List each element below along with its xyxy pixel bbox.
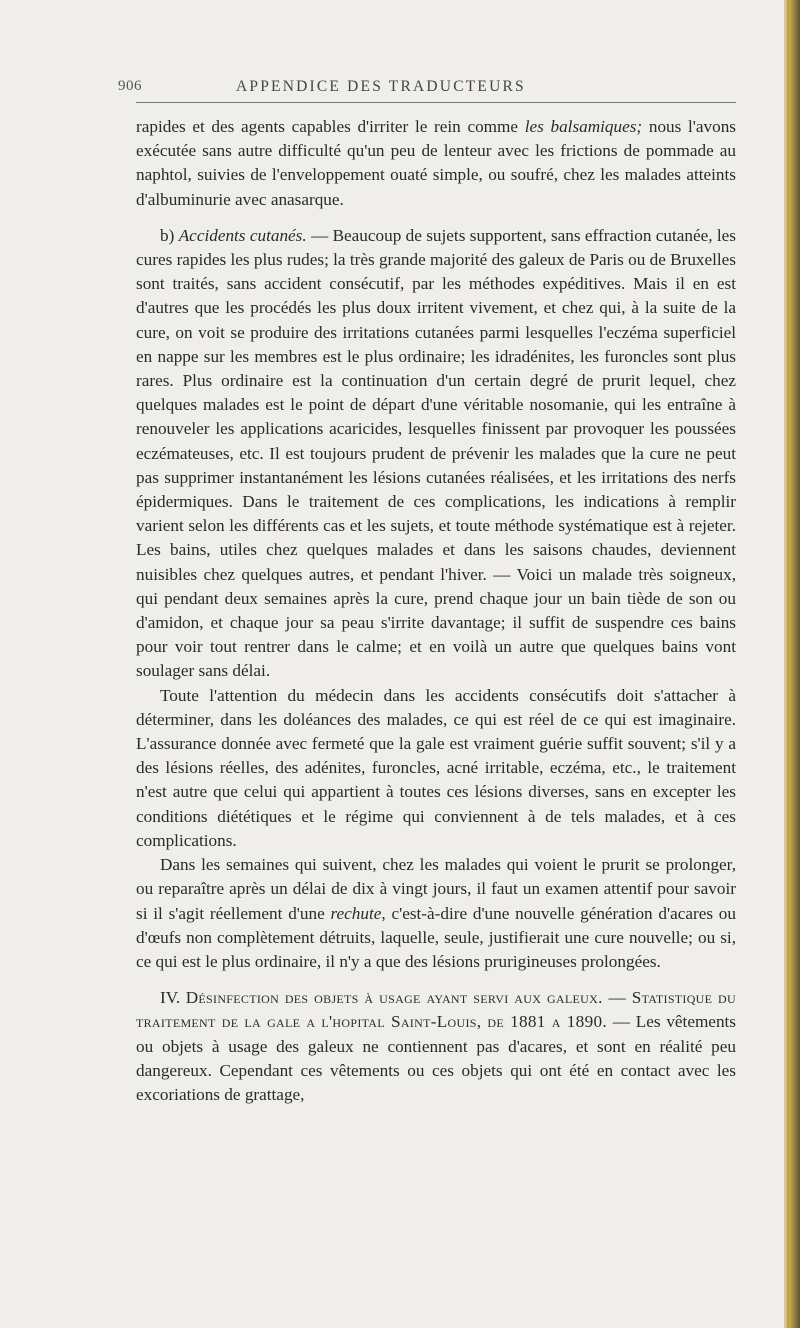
paragraph-2: b) Accidents cutanés. — Beaucoup de sujets supportent, sans effraction cutanée, les cures rapides les plus rudes; la très grande majorité des galeux de Paris ou de Bruxelles sont traités, sans accident consécutif, par les méthodes expéditives. Mais il en est d'autres que les procédés les plus doux irritent vivement, et chez qui, à la suite de la cure, on voit se produire des irritations cutanées parmi lesquelles l'eczéma superficiel en nappe sur les membres est le plus ordinaire; les idradénites, les furoncles sont plus rares. Plus ordinaire est la continuation d'un certain degré de prurit lequel, chez quelques malades est le point de départ d'une véritable nosomanie, qui les entraîne à renouveler les applications acaricides, lesquelles finissent par provoquer les poussées eczémateuses, etc. Il est toujours prudent de prévenir les malades que la cure ne peut pas supprimer instantanément les lésions cutanées réalisées, et les irritations des nerfs épidermiques. Dans le traitement de ces complications, les indications à remplir varient selon les différents cas et les sujets, et toute méthode systématique est à rejeter. Les bains, utiles chez quelques malades et dans les saisons chaudes, deviennent nuisibles chez quelques autres, et pendant l'hiver. — Voici un malade très soigneux, qui pendant deux semaines après la cure, prend chaque jour un bain tiède de son ou d'amidon, et chaque jour sa peau s'irrite davantage; il suffit de suspendre ces bains pour voir tout rentrer dans le calme; et en voilà un autre que quelques bains vont soulager sans délai. — [136, 225, 736, 681]
page-number: 906 — [118, 78, 142, 94]
italic-term: rechute — [330, 903, 382, 923]
section-heading-disinfection: Désinfection des objets à usage ayant servi aux galeux. — Statistique du traitement de la gale a l'hopital Saint-Louis, de 1881 a 1890. — [136, 988, 736, 1032]
running-head — [118, 78, 738, 102]
paragraph-5: IV. Désinfection des objets à usage ayant servi aux galeux. — Statistique du traitement de la gale a l'hopital Saint-Louis, de 1881 a 1890. — Les vêtements ou objets à usage des galeux ne contiennent pas d'acares, et sont en réalité peu dangereux. Cependant ces vêtements ou ces objets qui ont été en contact avec les excoriations de grattage, — [136, 988, 736, 1104]
body-text — [136, 115, 736, 1107]
section-heading-accidents: Accidents cutanés. — [178, 225, 307, 245]
paragraph-4: Dans les semaines qui suivent, chez les malades qui voient le prurit se prolonger, ou reparaître après un délai de dix à vingt jours, il faut un examen attentif pour savoir si il s'agit réellement d'une rechute, c'est-à-dire d'une nouvelle génération d'acares ou d'œufs non complètement détruits, laquelle, seule, justifierait une cure nouvelle; ou si, ce qui est le plus ordinaire, il n'y a que des lésions prurigineuses prolongées. — [136, 855, 736, 971]
edge-seam — [787, 0, 789, 1328]
header-rule — [136, 102, 736, 103]
book-edge — [784, 0, 800, 1328]
running-title: APPENDICE DES TRADUCTEURS — [236, 78, 526, 95]
paragraph-1: rapides et des agents capables d'irriter le rein comme les balsamiques; nous l'avons exécutée sans autre difficulté qu'un peu de lenteur avec les frictions de pommade au naphtol, suivies de l'enveloppement ouaté simple, ou soufré, chez les malades atteints d'albuminurie avec anasarque. — [136, 117, 736, 209]
paragraph-3: Toute l'attention du médecin dans les accidents consécutifs doit s'attacher à déterminer, dans les doléances des malades, ce qui est réel de ce qui est imaginaire. L'assurance donnée avec fermeté que la gale est vraiment guérie suffit souvent; s'il y a des lésions réelles, des adénites, furoncles, acné irritable, eczéma, etc., le traitement n'est autre que celui qui appartient à toutes ces lésions diverses, sans en excepter les conditions diététiques et le régime qui conviennent à de tels malades, et à ces complications. — [136, 685, 736, 850]
italic-term: les balsamiques; — [524, 117, 643, 136]
